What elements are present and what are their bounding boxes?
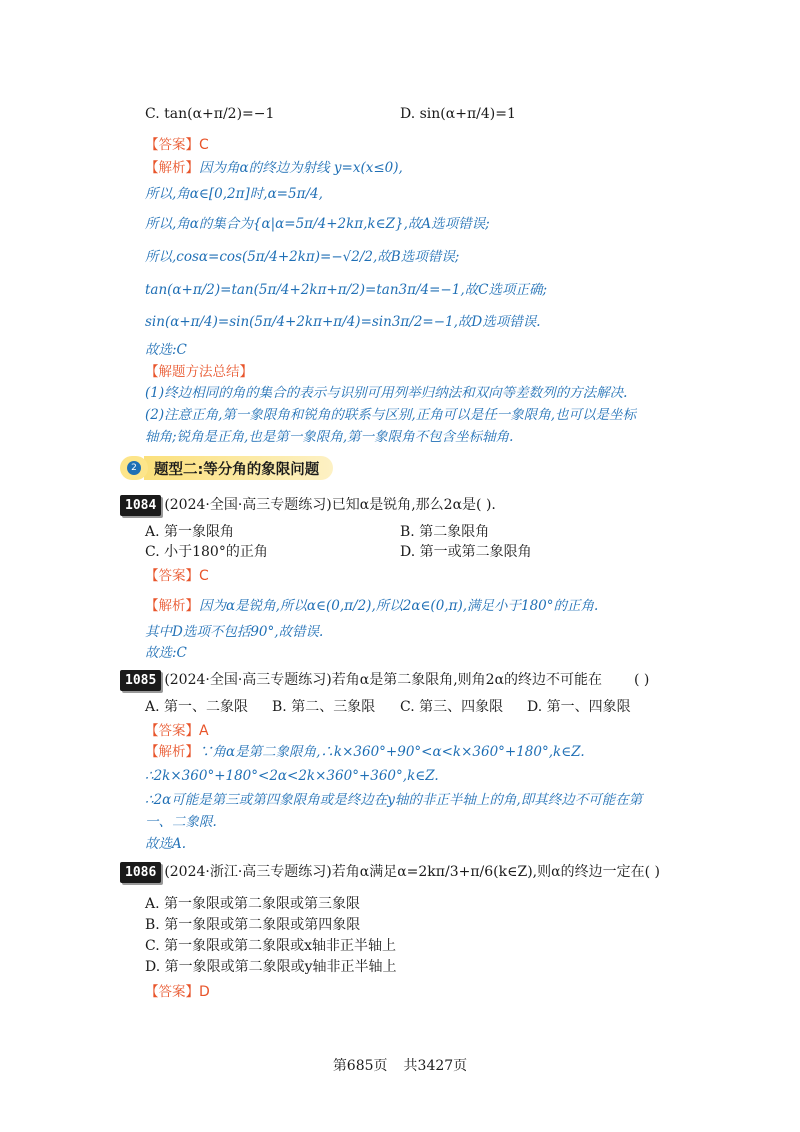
analysis-line: 故选A. bbox=[145, 836, 187, 852]
option-c: C. 第三、四象限 bbox=[400, 699, 504, 715]
analysis-line: 所以,cosα=cos(5π/4+2kπ)=−√2/2,故B选项错误; bbox=[145, 249, 460, 265]
option-a: A. 第一象限或第二象限或第三象限 bbox=[145, 896, 361, 912]
summary-line: 轴角;锐角是正角,也是第一象限角,第一象限角不包含坐标轴角. bbox=[145, 429, 514, 445]
analysis-line: 【解析】∵角α是第二象限角,∴k×360°+90°<α<k×360°+180°,k∈Z. bbox=[145, 744, 585, 760]
summary-line: (2)注意正角,第一象限角和锐角的联系与区别,正角可以是任一象限角,也可以是坐标 bbox=[145, 407, 636, 423]
option-c: C. 小于180°的正角 bbox=[145, 544, 268, 560]
question-1086-stem: 1086 (2024·浙江·高三专题练习)若角α满足α=2kπ/3+π/6(k∈Z),则α的终边一定在( ) bbox=[120, 862, 660, 883]
question-1084-stem: 1084 (2024·全国·高三专题练习)已知α是锐角,那么2α是( ). bbox=[120, 495, 496, 516]
analysis-line: sin(α+π/4)=sin(5π/4+2kπ+π/4)=sin3π/2=−1,故D选项错误. bbox=[145, 314, 541, 330]
answer-row: 【答案】C bbox=[145, 568, 209, 584]
analysis-line: 一、二象限. bbox=[145, 814, 217, 830]
question-number: 1086 bbox=[120, 862, 161, 883]
question-number: 1085 bbox=[120, 670, 161, 691]
summary-line: (1)终边相同的角的集合的表示与识别可用列举归纳法和双向等差数列的方法解决. bbox=[145, 385, 628, 401]
option-b: B. 第二象限角 bbox=[400, 524, 490, 540]
question-number: 1084 bbox=[120, 495, 161, 516]
answer-paren: ( ) bbox=[634, 672, 650, 688]
answer-tag: 【答案】 bbox=[145, 137, 199, 153]
answer-row bbox=[145, 135, 209, 155]
analysis-line: 其中D选项不包括90°,故错误. bbox=[145, 624, 324, 640]
option-a: A. 第一象限角 bbox=[145, 524, 235, 540]
option-c: C. 第一象限或第二象限或x轴非正半轴上 bbox=[145, 938, 397, 954]
page-number: 第685页 bbox=[332, 1058, 388, 1074]
answer-row: 【答案】D bbox=[145, 984, 210, 1000]
option-b: B. 第一象限或第二象限或第四象限 bbox=[145, 917, 361, 933]
option-d: D. sin(α+π/4)=1 bbox=[400, 106, 516, 122]
option-d: D. 第一、四象限 bbox=[527, 699, 631, 715]
answer-row: 【答案】A bbox=[145, 723, 209, 739]
analysis-line: 【解析】因为α是锐角,所以α∈(0,π/2),所以2α∈(0,π),满足小于180°的正角. bbox=[145, 598, 599, 614]
question-1085-stem: 1085 (2024·全国·高三专题练习)若角α是第二象限角,则角2α的终边不可能在 bbox=[120, 670, 602, 691]
analysis-line: ∴2k×360°+180°<2α<2k×360°+360°,k∈Z. bbox=[145, 768, 439, 784]
analysis-line: 故选:C bbox=[145, 342, 187, 358]
analysis-line: 【解析】因为角α的终边为射线 y=x(x≤0), bbox=[145, 160, 403, 176]
analysis-line: 所以,角α的集合为{α|α=5π/4+2kπ,k∈Z},故A选项错误; bbox=[145, 216, 490, 232]
analysis-line: 所以,角α∈[0,2π]时,α=5π/4, bbox=[145, 186, 323, 202]
option-d: D. 第一或第二象限角 bbox=[400, 544, 532, 560]
option-c: C. tan(α+π/2)=−1 bbox=[145, 106, 275, 122]
option-b: B. 第二、三象限 bbox=[272, 699, 376, 715]
analysis-line: ∴2α可能是第三或第四象限角或是终边在y轴的非正半轴上的角,即其终边不可能在第 bbox=[145, 792, 643, 808]
summary-tag: 【解题方法总结】 bbox=[145, 364, 253, 380]
answer-value: C bbox=[199, 137, 209, 153]
analysis-tag: 【解析】 bbox=[145, 160, 199, 176]
option-a: A. 第一、二象限 bbox=[145, 699, 249, 715]
section-badge: 2 bbox=[120, 456, 148, 480]
section-title: 题型二:等分角的象限问题 bbox=[144, 456, 333, 480]
analysis-line: 故选:C bbox=[145, 645, 187, 661]
section-header bbox=[120, 455, 340, 481]
page-total: 共3427页 bbox=[403, 1058, 468, 1074]
analysis-line: tan(α+π/2)=tan(5π/4+2kπ+π/2)=tan3π/4=−1,故C选项正确; bbox=[145, 282, 547, 298]
page-footer bbox=[0, 1055, 800, 1075]
option-d: D. 第一象限或第二象限或y轴非正半轴上 bbox=[145, 959, 397, 975]
